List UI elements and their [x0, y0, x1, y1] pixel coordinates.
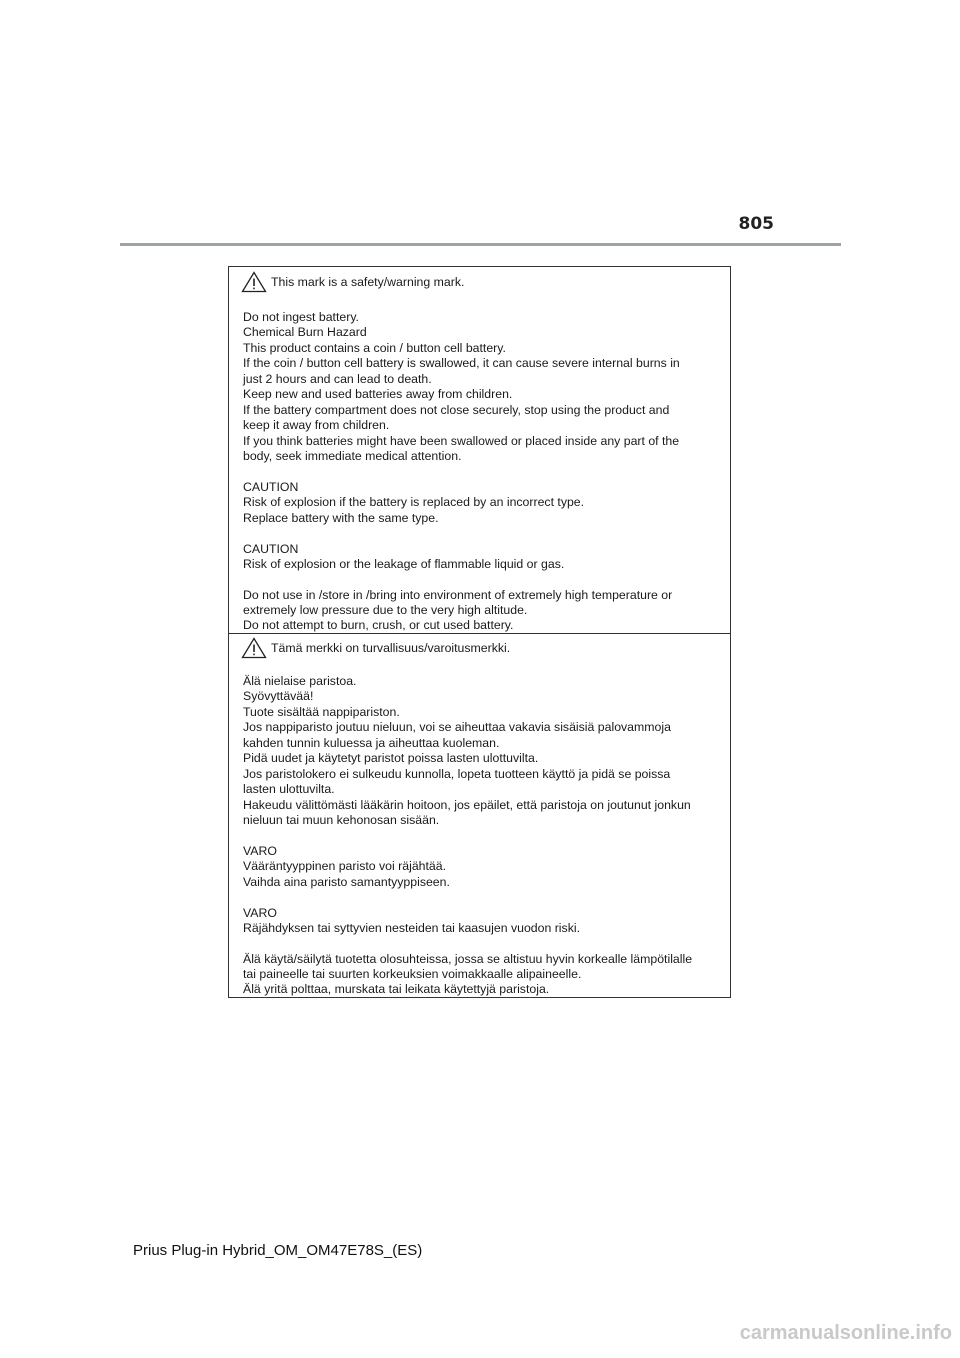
warning-line: Do not ingest battery. — [243, 310, 359, 324]
warning-line: nieluun tai muun kehonosan sisään. — [243, 813, 440, 827]
warning-line: kahden tunnin kuluessa ja aiheuttaa kuoleman. — [243, 736, 500, 750]
warning-line: Do not attempt to burn, crush, or cut used battery. — [243, 618, 514, 632]
warning-line: Älä nielaise paristoa. — [243, 674, 357, 688]
safety-mark-text: Tämä merkki on turvallisuus/varoitusmerkki. — [271, 641, 511, 655]
warning-line: keep it away from children. — [243, 418, 390, 432]
warning-line: Vaihda aina paristo samantyyppiseen. — [243, 875, 450, 889]
warning-line: tai paineelle tai suurten korkeuksien voimakkaalle alipaineelle. — [243, 967, 582, 981]
warning-triangle-icon — [241, 271, 267, 293]
warning-line: body, seek immediate medical attention. — [243, 449, 462, 463]
warning-line: just 2 hours and can lead to death. — [243, 372, 432, 386]
warning-line: extremely low pressure due to the very high altitude. — [243, 603, 528, 617]
warning-triangle-icon — [241, 637, 267, 659]
watermark: carmanualsonline.info — [739, 1322, 952, 1344]
warning-section-english — [229, 267, 730, 634]
warning-section-finnish — [229, 634, 730, 998]
warning-line: Räjähdyksen tai syttyvien nesteiden tai kaasujen vuodon riski. — [243, 921, 580, 935]
caution-heading: CAUTION — [243, 480, 299, 494]
page-number: 805 — [738, 214, 774, 234]
warning-line: If the coin / button cell battery is swallowed, it can cause severe internal burns in — [243, 356, 680, 370]
warning-line: Keep new and used batteries away from children. — [243, 387, 513, 401]
battery-warning-box — [228, 266, 731, 998]
caution-heading: VARO — [243, 906, 277, 920]
warning-line: Jos paristolokero ei sulkeudu kunnolla, lopeta tuotteen käyttö ja pidä se poissa — [243, 767, 671, 781]
warning-line: lasten ulottuvilta. — [243, 782, 335, 796]
safety-mark-text: This mark is a safety/warning mark. — [271, 275, 465, 289]
warning-line: Risk of explosion or the leakage of flammable liquid or gas. — [243, 557, 565, 571]
caution-heading: CAUTION — [243, 542, 299, 556]
safety-mark-line — [241, 637, 510, 659]
warning-line: Älä yritä polttaa, murskata tai leikata käytettyjä paristoja. — [243, 982, 550, 996]
warning-line: If you think batteries might have been swallowed or placed inside any part of the — [243, 434, 680, 448]
warning-line: If the battery compartment does not close securely, stop using the product and — [243, 403, 670, 417]
document-footer: Prius Plug-in Hybrid_OM_OM47E78S_(ES) — [133, 1242, 423, 1259]
warning-line: Älä käytä/säilytä tuotetta olosuhteissa, jossa se altistuu hyvin korkealle lämpötilalle — [243, 952, 693, 966]
warning-line: Vääräntyyppinen paristo voi räjähtää. — [243, 859, 447, 873]
warning-line: This product contains a coin / button cell battery. — [243, 341, 506, 355]
warning-line: Replace battery with the same type. — [243, 511, 439, 525]
warning-line: Jos nappiparisto joutuu nieluun, voi se aiheuttaa vakavia sisäisiä palovammoja — [243, 720, 671, 734]
warning-line: Chemical Burn Hazard — [243, 325, 367, 339]
safety-mark-line — [241, 271, 464, 293]
warning-line: Hakeudu välittömästi lääkärin hoitoon, jos epäilet, että paristoja on joutunut jonkun — [243, 798, 691, 812]
caution-heading: VARO — [243, 844, 277, 858]
warning-line: Risk of explosion if the battery is replaced by an incorrect type. — [243, 495, 585, 509]
warning-line: Pidä uudet ja käytetyt paristot poissa lasten ulottuvilta. — [243, 751, 539, 765]
header-rule — [120, 243, 841, 246]
warning-line: Tuote sisältää nappipariston. — [243, 705, 400, 719]
warning-line: Do not use in /store in /bring into environment of extremely high temperature or — [243, 588, 673, 602]
warning-line: Syövyttävää! — [243, 689, 314, 703]
